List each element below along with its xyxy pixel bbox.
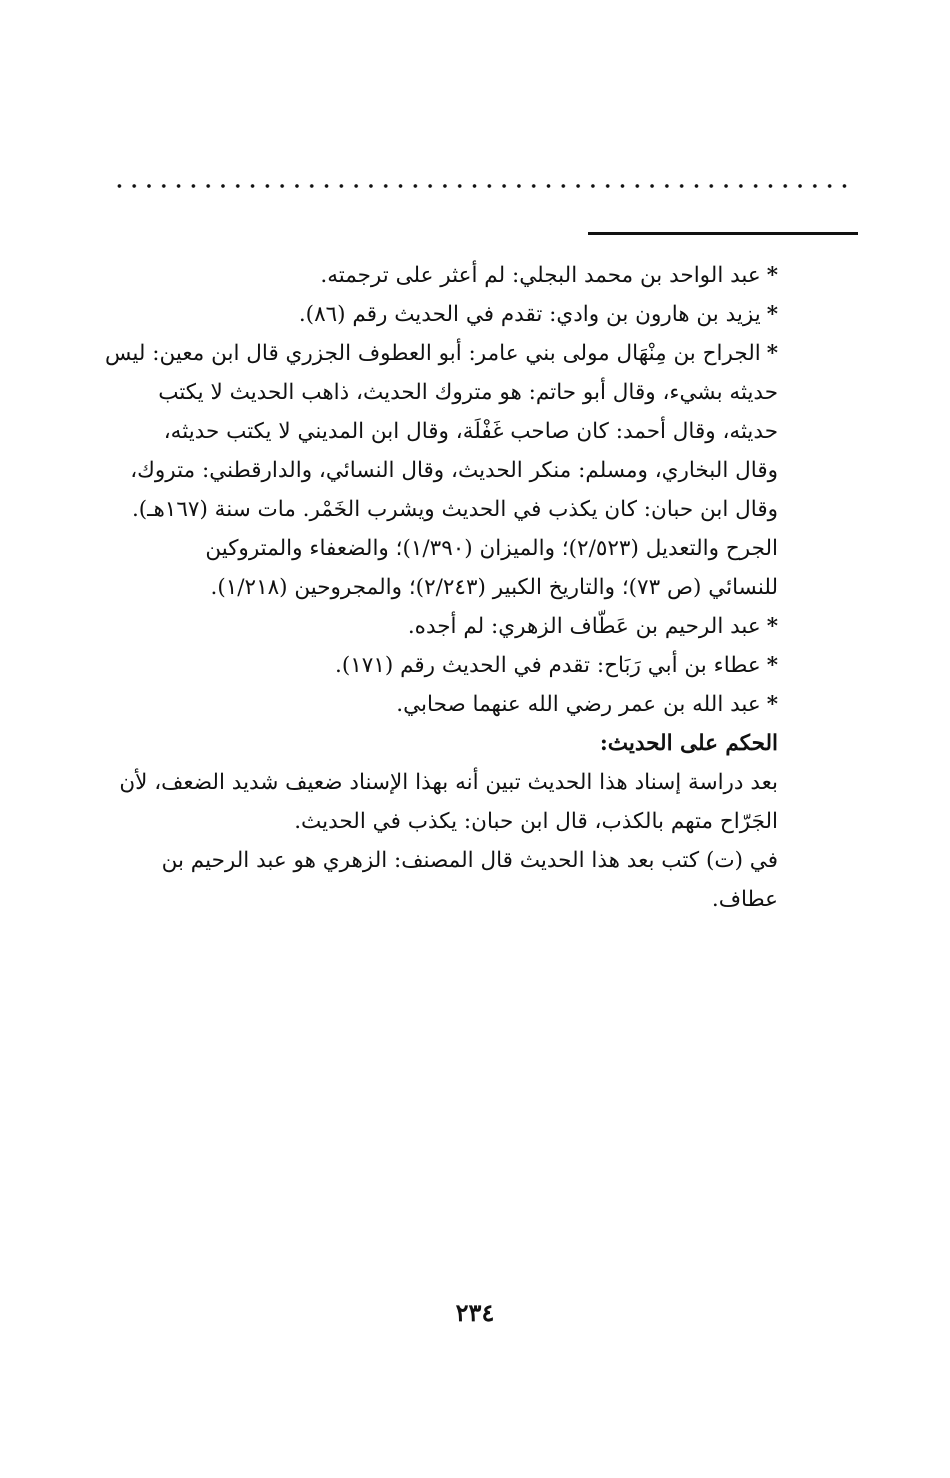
page-number: ٢٣٤	[455, 1298, 495, 1327]
bullet-star-icon: *	[766, 653, 778, 678]
narrator-entry: *عبد الله بن عمر رضي الله عنهما صحابي.	[396, 692, 778, 717]
bullet-star-icon: *	[766, 302, 778, 327]
bullet-star-icon: *	[766, 692, 778, 717]
narrator-entry-jarrah: *الجراح بن مِنْهَال مولى بني عامر: أبو العطوف الجزري قال ابن معين: ليس حديثه بشيء، وقال أبو حاتم: هو متروك الحديث، ذاهب الحديث لا يكتب حديثه، وقال أحمد: كان صاحب غَفْلَة، وقال ابن المديني لا يكتب حديثه، وقال البخاري، ومسلم: منكر الحديث، وقال النسائي، والدارقطني: متروك، وقال ابن حبان: كان يكذب في الحديث ويشرب الخَمْر. مات سنة (١٦٧هـ). الجرح والتعديل (٢/٥٢٣)؛ والميزان (١/٣٩٠)؛ والضعفاء والمتروكين للنسائي (ص ٧٣)؛ والتاريخ الكبير (٢/٢٤٣)؛ والمجروحين (١/٢١٨).	[100, 334, 778, 607]
ruling-paragraph: بعد دراسة إسناد هذا الحديث تبين أنه بهذا الإسناد ضعيف شديد الضعف، لأن الجَرّاح متهم بالكذب، قال ابن حبان: يكذب في الحديث.	[119, 770, 778, 834]
narrator-entry: *عبد الواحد بن محمد البجلي: لم أعثر على ترجمته.	[320, 263, 778, 288]
page-body	[100, 256, 778, 919]
references-line: الجرح والتعديل (٢/٥٢٣)؛ والميزان (١/٣٩٠)؛ والضعفاء والمتروكين	[205, 536, 778, 561]
bullet-star-icon: *	[766, 614, 778, 639]
footnote-rule	[588, 232, 858, 235]
narrator-entry: *عبد الرحيم بن عَطّاف الزهري: لم أجده.	[407, 614, 778, 639]
footnote-separator-dots	[112, 176, 852, 196]
ruling-heading: الحكم على الحديث:	[599, 731, 778, 756]
references-line: للنسائي (ص ٧٣)؛ والتاريخ الكبير (٢/٢٤٣)؛ والمجروحين (١/٢١٨).	[210, 575, 778, 600]
bullet-star-icon: *	[766, 341, 778, 366]
manuscript-note: في (ت) كتب بعد هذا الحديث قال المصنف: الزهري هو عبد الرحيم بن عطاف.	[161, 848, 778, 912]
narrator-entry: *عطاء بن أبي رَبَاح: تقدم في الحديث رقم (١٧١).	[334, 653, 778, 678]
bullet-star-icon: *	[766, 263, 778, 288]
narrator-entry: *يزيد بن هارون بن وادي: تقدم في الحديث رقم (٨٦).	[298, 302, 778, 327]
